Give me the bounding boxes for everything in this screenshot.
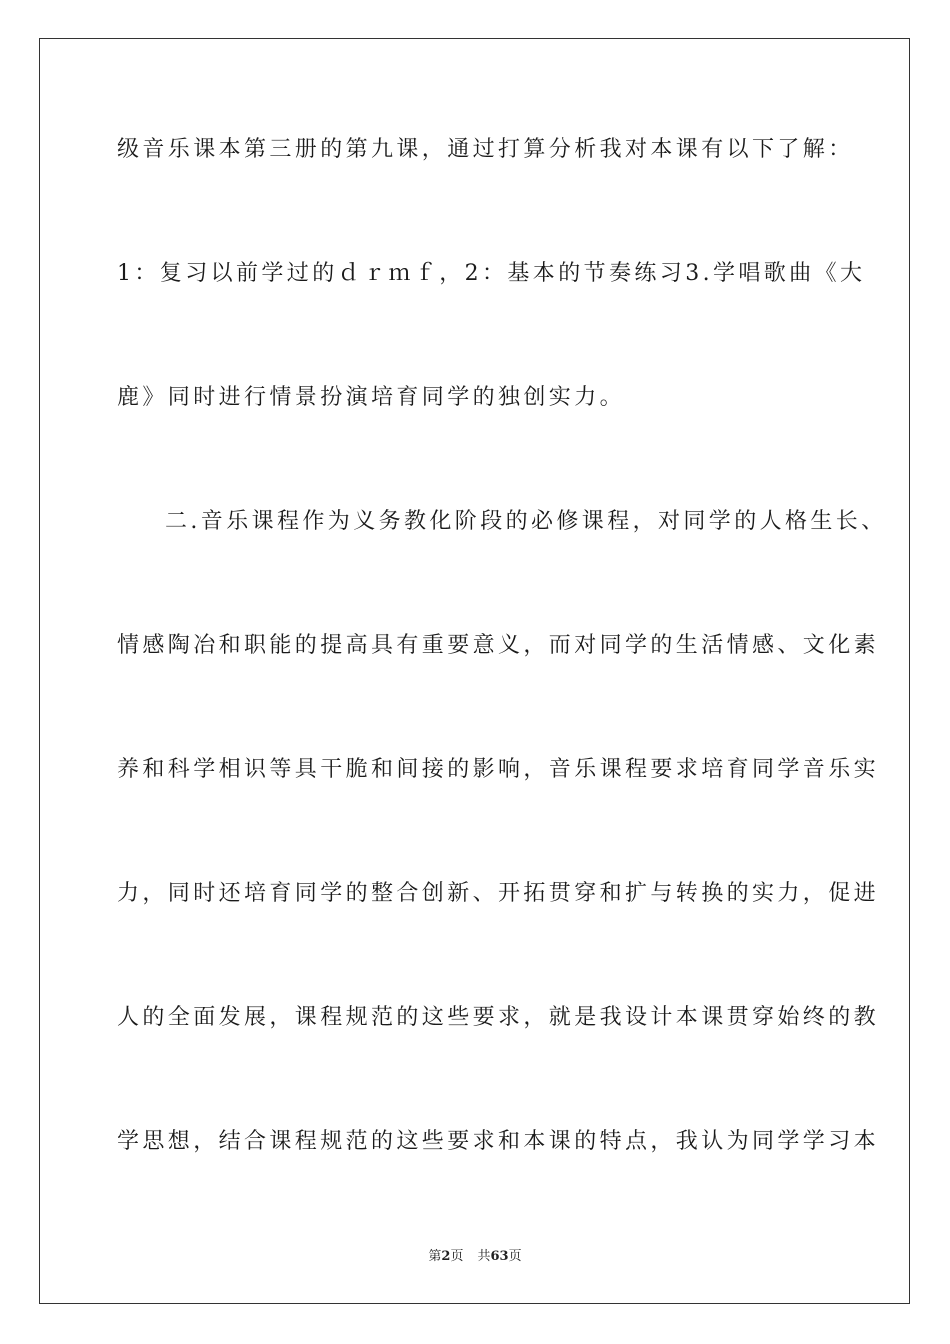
paragraph-line: 鹿》同时进行情景扮演培育同学的独创实力。 [117,385,626,410]
total-pages: 63 [490,1249,509,1264]
paragraph-line: 情感陶冶和职能的提高具有重要意义，而对同学的生活情感、文化素 [117,633,880,658]
total-prefix: 共 [477,1249,491,1264]
page-border [39,38,910,1304]
paragraph-line: 力，同时还培育同学的整合创新、开拓贯穿和扩与转换的实力，促进 [117,881,880,906]
paragraph-line: 级音乐课本第三册的第九课，通过打算分析我对本课有以下了解： [117,137,854,162]
paragraph-line: 学思想，结合课程规范的这些要求和本课的特点，我认为同学学习本 [117,1129,880,1154]
total-suffix: 页 [508,1249,522,1264]
page-footer [0,1248,950,1266]
page-suffix: 页 [450,1249,464,1264]
page-number: 2 [441,1249,451,1264]
paragraph-line: 1：复习以前学过的ｄｒｍｆ，2：基本的节奏练习3.学唱歌曲《大 [117,261,866,286]
paragraph-line: 养和科学相识等具干脆和间接的影响，音乐课程要求培育同学音乐实 [117,757,880,782]
paragraph-line: 人的全面发展，课程规范的这些要求，就是我设计本课贯穿始终的教 [117,1005,880,1030]
page-prefix: 第 [428,1249,442,1264]
paragraph-line-indented: 二.音乐课程作为义务教化阶段的必修课程，对同学的人格生长、 [165,509,887,534]
